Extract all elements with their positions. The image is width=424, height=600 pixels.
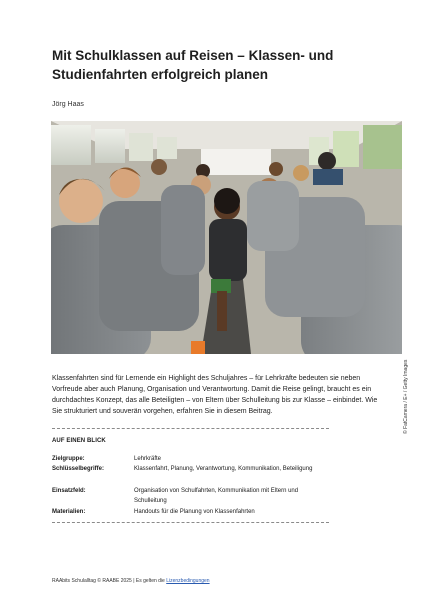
row-label: Schlüsselbegriffe: bbox=[52, 466, 105, 472]
page-title: Mit Schulklassen auf Reisen – Klassen- und Studienfahrten erfolgreich planen bbox=[52, 48, 334, 82]
cover-photo bbox=[51, 121, 402, 354]
divider-bottom bbox=[52, 522, 329, 523]
row-label: Zielgruppe: bbox=[52, 456, 85, 462]
row-value: Organisation von Schulfahrten, Kommunikation mit Eltern und Schulleitung bbox=[134, 488, 299, 504]
overview-heading: AUF EINEN BLICK bbox=[52, 438, 106, 444]
row-label: Einsatzfeld: bbox=[52, 488, 86, 494]
overview-box bbox=[52, 426, 329, 523]
page-footer bbox=[52, 578, 210, 584]
divider-top bbox=[52, 428, 329, 429]
photo-credit-text: © FatCamera / E+ / Getty Images bbox=[403, 359, 409, 434]
row-value: Klassenfahrt, Planung, Verantwortung, Kommunikation, Beteiligung bbox=[134, 466, 313, 472]
footer-text: RAAbits Schulalltag © RAABE 2025 | Es gelten die bbox=[52, 578, 167, 584]
author-name: Jörg Haas bbox=[52, 101, 84, 108]
intro-paragraph: Klassenfahrten sind für Lernende ein Highlight des Schuljahres – für Lehrkräfte bedeuten sie neben Vorfreude aber auch Planung, Organisation und Verantwortung. Damit die Reise gelingt, braucht es ein durchdachtes Konzept, das alle Beteiligten – von Eltern über Schulleitung bis zur Klasse – einbindet. Wie Sie strukturiert und souverän vorgehen, erfahren Sie in diesem Beitrag. bbox=[52, 375, 378, 415]
row-value: Handouts für die Planung von Klassenfahrten bbox=[134, 509, 255, 515]
license-link[interactable]: Lizenzbedingungen bbox=[166, 578, 210, 584]
row-value: Lehrkräfte bbox=[134, 456, 162, 462]
school-bus-photo bbox=[51, 121, 402, 354]
photo-credit bbox=[400, 356, 410, 436]
row-label: Materialien: bbox=[52, 509, 86, 515]
